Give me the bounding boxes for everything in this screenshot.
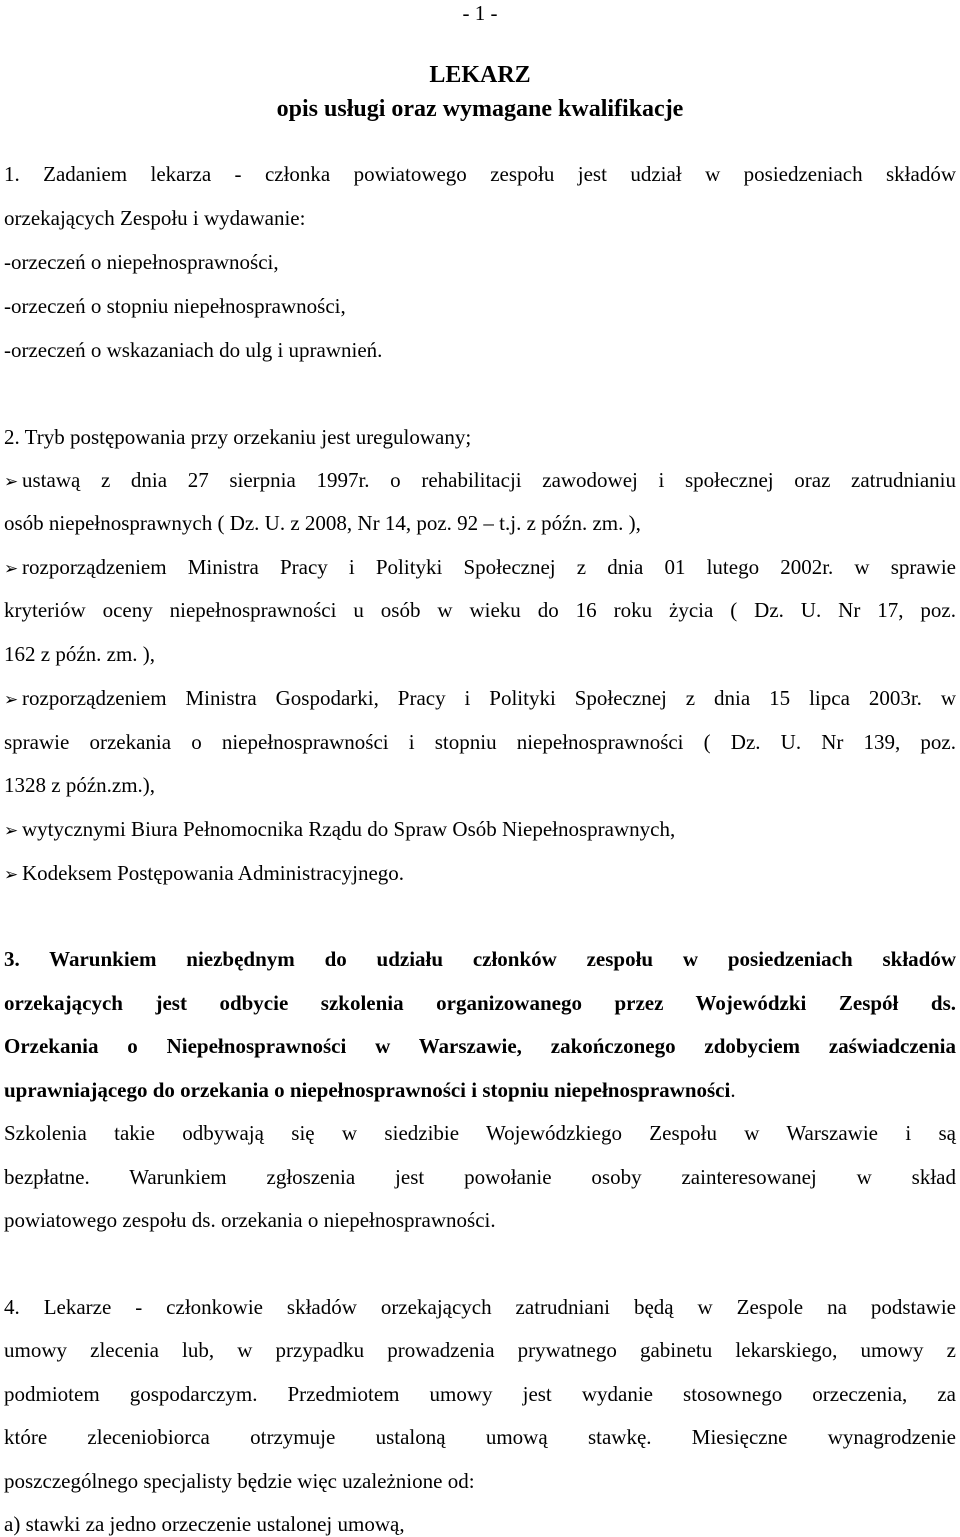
arrowhead-bullet-icon: ➢ <box>4 690 19 710</box>
list-item: ➢ Kodeksem Postępowania Administracyjnego. <box>4 860 956 888</box>
paragraph-line: 162 z późn. zm. ), <box>4 642 156 666</box>
list-item: -orzeczeń o niepełnosprawności, <box>4 250 279 274</box>
list-item: -orzeczeń o wskazaniach do ulg i uprawnień. <box>4 338 383 362</box>
arrowhead-bullet-icon: ➢ <box>4 865 19 885</box>
paragraph-line: 1328 z późn.zm.), <box>4 773 156 797</box>
section-heading: 2. Tryb postępowania przy orzekaniu jest uregulowany; <box>4 425 472 449</box>
paragraph-line: orzekających jest odbycie szkolenia organizowanego przez Wojewódzki Zespół ds. <box>4 991 956 1015</box>
paragraph-line: 3. Warunkiem niezbędnym do udziału członków zespołu w posiedzeniach składów <box>4 947 956 971</box>
paragraph-line: orzekających Zespołu i wydawanie: <box>4 206 306 230</box>
paragraph-line: które zleceniobiorca otrzymuje ustaloną umową stawkę. Miesięczne wynagrodzenie <box>4 1425 956 1449</box>
paragraph-line: podmiotem gospodarczym. Przedmiotem umowy jest wydanie stosownego orzeczenia, za <box>4 1382 956 1406</box>
list-item: ➢ rozporządzeniem Ministra Gospodarki, Pracy i Polityki Społecznej z dnia 15 lipca 2003r. w <box>4 685 956 713</box>
document-title: LEKARZ <box>429 62 531 88</box>
paragraph-line: uprawniającego do orzekania o niepełnosprawności i stopniu niepełnosprawności. <box>4 1078 736 1102</box>
list-item: ➢ ustawą z dnia 27 sierpnia 1997r. o rehabilitacji zawodowej i społecznej oraz zatrudnianiu <box>4 467 956 495</box>
arrowhead-bullet-icon: ➢ <box>4 821 19 841</box>
arrowhead-bullet-icon: ➢ <box>4 559 19 579</box>
paragraph-line: Orzekania o Niepełnosprawności w Warszawie, zakończonego zdobyciem zaświadczenia <box>4 1034 956 1058</box>
paragraph-line: bezpłatne. Warunkiem zgłoszenia jest powołanie osoby zainteresowanej w skład <box>4 1165 956 1189</box>
paragraph-line: kryteriów oceny niepełnosprawności u osób w wieku do 16 roku życia ( Dz. U. Nr 17, poz. <box>4 598 956 622</box>
document-subtitle: opis usługi oraz wymagane kwalifikacje <box>276 96 684 122</box>
list-item: ➢ wytycznymi Biura Pełnomocnika Rządu do Spraw Osób Niepełnosprawnych, <box>4 816 956 844</box>
paragraph-line: Szkolenia takie odbywają się w siedzibie Wojewódzkiego Zespołu w Warszawie i są <box>4 1121 956 1145</box>
paragraph-line: 1. Zadaniem lekarza - członka powiatowego zespołu jest udział w posiedzeniach składów <box>4 162 956 186</box>
paragraph-line: poszczególnego specjalisty będzie więc uzależnione od: <box>4 1469 475 1493</box>
paragraph-line: sprawie orzekania o niepełnosprawności i stopniu niepełnosprawności ( Dz. U. Nr 139, poz. <box>4 730 956 754</box>
paragraph-line: osób niepełnosprawnych ( Dz. U. z 2008, Nr 14, poz. 92 – t.j. z późn. zm. ), <box>4 511 641 535</box>
paragraph-line: umowy zlecenia lub, w przypadku prowadzenia prywatnego gabinetu lekarskiego, umowy z <box>4 1338 956 1362</box>
paragraph-line: 4. Lekarze - członkowie składów orzekających zatrudniani będą w Zespole na podstawie <box>4 1295 956 1319</box>
list-item: ➢ rozporządzeniem Ministra Pracy i Polityki Społecznej z dnia 01 lutego 2002r. w sprawie <box>4 554 956 582</box>
paragraph-line: powiatowego zespołu ds. orzekania o niepełnosprawności. <box>4 1208 496 1232</box>
arrowhead-bullet-icon: ➢ <box>4 472 19 492</box>
page-number: - 1 - <box>462 1 498 25</box>
list-item: a) stawki za jedno orzeczenie ustalonej umową, <box>4 1512 405 1536</box>
list-item: -orzeczeń o stopniu niepełnosprawności, <box>4 294 346 318</box>
